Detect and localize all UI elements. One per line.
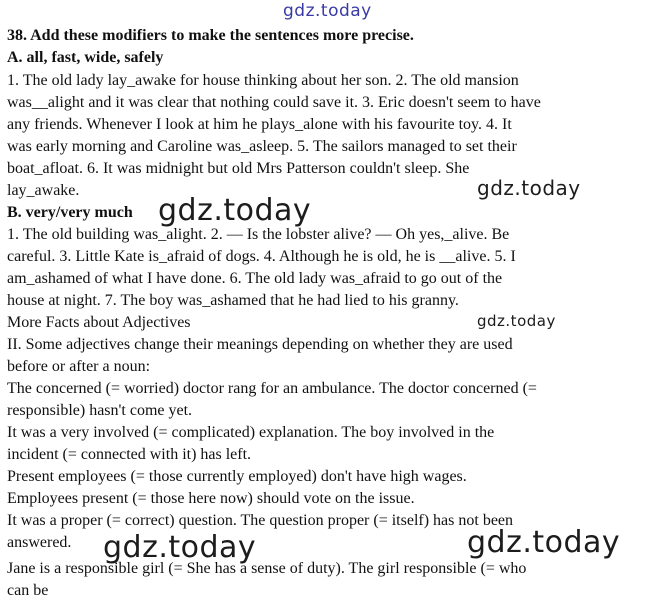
watermark: gdz.today bbox=[467, 525, 621, 560]
section-b-line: careful. 3. Little Kate is_afraid of dogs. 4. Although he is old, he is __alive. 5. I bbox=[7, 248, 516, 265]
watermark: gdz.today bbox=[283, 1, 372, 21]
more-facts-line: can be bbox=[7, 582, 49, 599]
more-facts-line: It was a very involved (= complicated) explanation. The boy involved in the bbox=[7, 424, 495, 441]
section-a-line: boat_afloat. 6. It was midnight but old Mrs Patterson couldn't sleep. She bbox=[7, 160, 470, 177]
section-a-line: 1. The old lady lay_awake for house thinking about her son. 2. The old mansion bbox=[7, 72, 519, 89]
section-b-line: am_ashamed of what I have done. 6. The old lady was_afraid to go out of the bbox=[7, 270, 503, 287]
section-a-line: any friends. Whenever I look at him he plays_alone with his favourite toy. 4. It bbox=[7, 116, 512, 133]
section-a-line: was__alight and it was clear that nothing could save it. 3. Eric doesn't seem to have bbox=[7, 94, 541, 111]
section-b-line: house at night. 7. The boy was_ashamed that he had lied to his granny. bbox=[7, 292, 459, 309]
watermark: gdz.today bbox=[477, 176, 581, 200]
more-facts-line: Present employees (= those currently employed) don't have high wages. bbox=[7, 468, 467, 485]
exercise-heading: 38. Add these modifiers to make the sentences more precise. bbox=[7, 27, 414, 44]
more-facts-title: More Facts about Adjectives bbox=[7, 314, 191, 331]
section-b-title: B. very/very much bbox=[7, 204, 133, 221]
watermark: gdz.today bbox=[477, 312, 556, 330]
section-a-line: lay_awake. bbox=[7, 182, 80, 199]
watermark: gdz.today bbox=[103, 530, 257, 565]
more-facts-line: Employees present (= those here now) should vote on the issue. bbox=[7, 490, 415, 507]
more-facts-line: It was a proper (= correct) question. The question proper (= itself) has not been bbox=[7, 512, 514, 529]
more-facts-line: before or after a noun: bbox=[7, 358, 151, 375]
more-facts-line: incident (= connected with it) has left. bbox=[7, 446, 252, 463]
more-facts-line: II. Some adjectives change their meanings depending on whether they are used bbox=[7, 336, 513, 353]
watermark: gdz.today bbox=[158, 193, 312, 228]
section-a-title: A. all, fast, wide, safely bbox=[7, 49, 164, 66]
section-a-line: was early morning and Caroline was_asleep. 5. The sailors managed to set their bbox=[7, 138, 517, 155]
more-facts-line: responsible) hasn't come yet. bbox=[7, 402, 193, 419]
more-facts-line: answered. bbox=[7, 534, 72, 551]
section-b-line: 1. The old building was_alight. 2. — Is the lobster alive? — Oh yes,_alive. Be bbox=[7, 226, 510, 243]
more-facts-line: Jane is a responsible girl (= She has a sense of duty). The girl responsible (= who bbox=[7, 560, 527, 577]
more-facts-line: The concerned (= worried) doctor rang for an ambulance. The doctor concerned (= bbox=[7, 380, 537, 397]
